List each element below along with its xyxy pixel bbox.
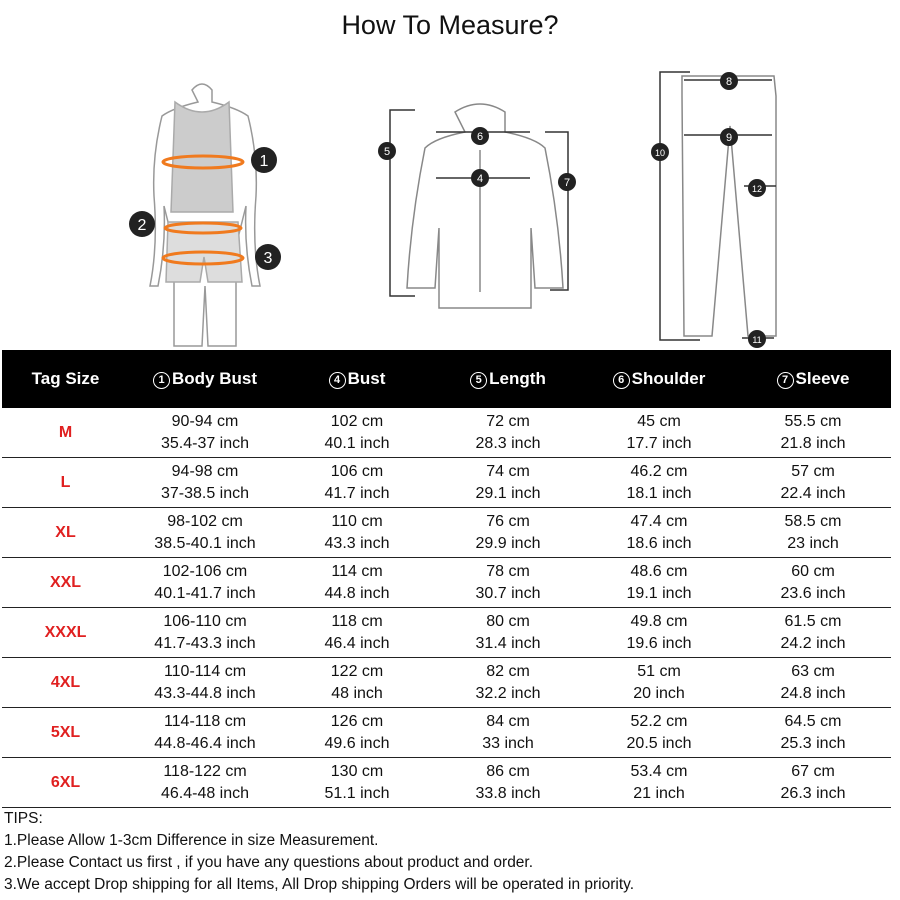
cm-value: 58.5 cm bbox=[784, 512, 842, 530]
table-cell bbox=[433, 511, 583, 555]
table-cell bbox=[281, 411, 433, 455]
inch-value: 21.8 inch bbox=[780, 434, 846, 452]
inch-value: 38.5-40.1 inch bbox=[154, 534, 256, 552]
table-cell bbox=[129, 411, 281, 455]
cm-value: 46.2 cm bbox=[630, 462, 688, 480]
cm-value: 64.5 cm bbox=[784, 712, 842, 730]
table-cell bbox=[433, 761, 583, 805]
page-title: How To Measure? bbox=[341, 10, 559, 40]
inch-value: 46.4 inch bbox=[324, 634, 390, 652]
cm-value: 102-106 cm bbox=[162, 562, 248, 580]
tag-size-cell: XXL bbox=[49, 573, 82, 591]
inch-value: 31.4 inch bbox=[475, 634, 541, 652]
cm-value: 126 cm bbox=[330, 712, 384, 730]
tag-size-cell: 5XL bbox=[50, 723, 81, 741]
table-cell bbox=[433, 711, 583, 755]
cm-value: 57 cm bbox=[791, 462, 835, 480]
cm-value: 114-118 cm bbox=[163, 712, 247, 730]
svg-text:2: 2 bbox=[137, 217, 147, 234]
table-cell bbox=[433, 561, 583, 605]
table-cell bbox=[129, 761, 281, 805]
inch-value: 18.1 inch bbox=[626, 484, 692, 502]
header-sleeve: 7 Sleeve bbox=[735, 369, 891, 389]
tag-size-cell: XXXL bbox=[44, 623, 87, 641]
measurement-illustrations bbox=[0, 62, 900, 352]
inch-value: 43.3 inch bbox=[324, 534, 390, 552]
inch-value: 41.7-43.3 inch bbox=[154, 634, 256, 652]
table-cell bbox=[281, 611, 433, 655]
inch-value: 17.7 inch bbox=[626, 434, 692, 452]
tip-line: 3.We accept Drop shipping for all Items, All Drop shipping Orders will be operated in priority. bbox=[4, 876, 635, 893]
table-row bbox=[2, 708, 891, 758]
tag-size-cell: 4XL bbox=[50, 673, 81, 691]
tip-line: 2.Please Contact us first , if you have any questions about product and order. bbox=[4, 854, 534, 871]
cm-value: 63 cm bbox=[791, 662, 835, 680]
inch-value: 24.2 inch bbox=[780, 634, 846, 652]
inch-value: 29.1 inch bbox=[475, 484, 541, 502]
cm-value: 118 cm bbox=[331, 612, 383, 630]
inch-value: 35.4-37 inch bbox=[160, 434, 250, 452]
cm-value: 122 cm bbox=[330, 662, 384, 680]
table-cell bbox=[129, 561, 281, 605]
cm-value: 82 cm bbox=[486, 662, 530, 680]
table-header bbox=[2, 350, 891, 408]
cm-value: 67 cm bbox=[791, 762, 835, 780]
tips-section bbox=[4, 808, 634, 896]
inch-value: 40.1 inch bbox=[324, 434, 390, 452]
inch-value: 37-38.5 inch bbox=[160, 484, 250, 502]
table-cell bbox=[583, 611, 735, 655]
inch-value: 26.3 inch bbox=[780, 784, 846, 802]
svg-text:1: 1 bbox=[259, 153, 269, 170]
cm-value: 114 cm bbox=[331, 562, 383, 580]
cm-value: 48.6 cm bbox=[630, 562, 688, 580]
table-cell bbox=[735, 511, 891, 555]
svg-text:9: 9 bbox=[725, 132, 733, 144]
cm-value: 53.4 cm bbox=[630, 762, 688, 780]
marker-7 bbox=[558, 173, 576, 191]
inch-value: 25.3 inch bbox=[780, 734, 846, 752]
table-cell bbox=[583, 761, 735, 805]
inch-value: 28.3 inch bbox=[475, 434, 541, 452]
header-body-bust: 1 Body Bust bbox=[129, 369, 281, 389]
header-bust: 4 Bust bbox=[281, 369, 433, 389]
inch-value: 19.1 inch bbox=[626, 584, 692, 602]
header-tag-size: Tag Size bbox=[31, 369, 100, 388]
cm-value: 52.2 cm bbox=[630, 712, 688, 730]
cm-value: 78 cm bbox=[486, 562, 530, 580]
table-cell bbox=[735, 661, 891, 705]
tag-size-cell: L bbox=[60, 473, 71, 491]
inch-value: 20.5 inch bbox=[626, 734, 692, 752]
table-cell bbox=[583, 561, 735, 605]
svg-text:6: 6 bbox=[476, 131, 484, 143]
inch-value: 22.4 inch bbox=[780, 484, 846, 502]
table-row bbox=[2, 758, 891, 808]
cm-value: 102 cm bbox=[330, 412, 384, 430]
svg-text:5: 5 bbox=[383, 146, 391, 158]
cm-value: 61.5 cm bbox=[784, 612, 842, 630]
inch-value: 19.6 inch bbox=[626, 634, 692, 652]
pants-figure bbox=[682, 76, 776, 336]
cm-value: 80 cm bbox=[486, 612, 530, 630]
table-cell bbox=[281, 561, 433, 605]
table-cell bbox=[735, 461, 891, 505]
svg-text:4: 4 bbox=[476, 173, 484, 185]
inch-value: 40.1-41.7 inch bbox=[154, 584, 256, 602]
svg-text:10: 10 bbox=[654, 148, 666, 158]
cm-value: 51 cm bbox=[637, 662, 681, 680]
header-shoulder: 6 Shoulder bbox=[583, 369, 735, 389]
marker-12 bbox=[748, 179, 766, 197]
header-length: 5 Length bbox=[433, 369, 583, 389]
inch-value: 46.4-48 inch bbox=[160, 784, 250, 802]
inch-value: 44.8-46.4 inch bbox=[154, 734, 256, 752]
body-figure bbox=[150, 84, 260, 346]
tag-size-cell: XL bbox=[55, 523, 76, 541]
cm-value: 74 cm bbox=[486, 462, 530, 480]
table-cell bbox=[735, 761, 891, 805]
table-cell bbox=[281, 661, 433, 705]
cm-value: 130 cm bbox=[330, 762, 384, 780]
cm-value: 60 cm bbox=[791, 562, 835, 580]
inch-value: 24.8 inch bbox=[780, 684, 846, 702]
table-row bbox=[2, 608, 891, 658]
cm-value: 106-110 cm bbox=[163, 612, 247, 630]
cm-value: 84 cm bbox=[486, 712, 530, 730]
table-cell bbox=[433, 461, 583, 505]
table-cell bbox=[583, 411, 735, 455]
cm-value: 90-94 cm bbox=[171, 412, 239, 430]
inch-value: 44.8 inch bbox=[324, 584, 390, 602]
table-cell bbox=[281, 511, 433, 555]
table-row bbox=[2, 408, 891, 458]
table-cell bbox=[129, 611, 281, 655]
table-cell bbox=[433, 611, 583, 655]
marker-4 bbox=[471, 169, 489, 187]
cm-value: 106 cm bbox=[330, 462, 384, 480]
cm-value: 47.4 cm bbox=[630, 512, 688, 530]
cm-value: 72 cm bbox=[486, 412, 530, 430]
inch-value: 48 inch bbox=[331, 684, 383, 702]
table-cell bbox=[583, 711, 735, 755]
size-table bbox=[2, 350, 891, 808]
marker-5 bbox=[378, 142, 396, 160]
table-cell bbox=[281, 761, 433, 805]
table-row bbox=[2, 508, 891, 558]
table-cell bbox=[735, 411, 891, 455]
cm-value: 94-98 cm bbox=[171, 462, 239, 480]
table-row bbox=[2, 458, 891, 508]
table-cell bbox=[735, 611, 891, 655]
marker-1 bbox=[251, 147, 277, 173]
svg-text:11: 11 bbox=[752, 335, 762, 345]
table-cell bbox=[129, 711, 281, 755]
table-cell bbox=[129, 461, 281, 505]
inch-value: 41.7 inch bbox=[324, 484, 390, 502]
cm-value: 86 cm bbox=[486, 762, 530, 780]
svg-text:12: 12 bbox=[751, 184, 763, 194]
tag-size-cell: M bbox=[58, 423, 73, 441]
cm-value: 45 cm bbox=[637, 412, 681, 430]
inch-value: 29.9 inch bbox=[475, 534, 541, 552]
marker-11 bbox=[748, 330, 766, 348]
table-cell bbox=[129, 511, 281, 555]
table-cell bbox=[281, 711, 433, 755]
table-cell bbox=[281, 461, 433, 505]
inch-value: 21 inch bbox=[633, 784, 685, 802]
table-row bbox=[2, 658, 891, 708]
inch-value: 49.6 inch bbox=[324, 734, 390, 752]
table-cell bbox=[129, 661, 281, 705]
cm-value: 110 cm bbox=[331, 512, 383, 530]
inch-value: 51.1 inch bbox=[324, 784, 390, 802]
tips-heading: TIPS: bbox=[4, 810, 43, 827]
cm-value: 110-114 cm bbox=[163, 662, 247, 680]
inch-value: 18.6 inch bbox=[626, 534, 692, 552]
marker-2 bbox=[129, 211, 155, 237]
table-cell bbox=[583, 661, 735, 705]
table-cell bbox=[583, 511, 735, 555]
table-cell bbox=[433, 411, 583, 455]
inch-value: 33 inch bbox=[482, 734, 534, 752]
marker-8 bbox=[720, 72, 738, 90]
inch-value: 20 inch bbox=[633, 684, 685, 702]
cm-value: 118-122 cm bbox=[163, 762, 247, 780]
table-cell bbox=[735, 561, 891, 605]
cm-value: 49.8 cm bbox=[630, 612, 688, 630]
marker-9 bbox=[720, 128, 738, 146]
pants-measure-lines bbox=[660, 72, 776, 340]
inch-value: 23 inch bbox=[787, 534, 839, 552]
cm-value: 76 cm bbox=[486, 512, 530, 530]
cm-value: 98-102 cm bbox=[167, 512, 243, 530]
svg-text:7: 7 bbox=[563, 177, 571, 189]
table-cell bbox=[735, 711, 891, 755]
inch-value: 33.8 inch bbox=[475, 784, 541, 802]
inch-value: 23.6 inch bbox=[780, 584, 846, 602]
marker-6 bbox=[471, 127, 489, 145]
marker-3 bbox=[255, 244, 281, 270]
inch-value: 32.2 inch bbox=[475, 684, 541, 702]
svg-text:3: 3 bbox=[263, 250, 273, 267]
inch-value: 43.3-44.8 inch bbox=[154, 684, 256, 702]
table-cell bbox=[433, 661, 583, 705]
inch-value: 30.7 inch bbox=[475, 584, 541, 602]
table-cell bbox=[583, 461, 735, 505]
marker-10 bbox=[651, 143, 669, 161]
tag-size-cell: 6XL bbox=[50, 773, 81, 791]
svg-text:8: 8 bbox=[725, 76, 733, 88]
table-row bbox=[2, 558, 891, 608]
tip-line: 1.Please Allow 1-3cm Difference in size Measurement. bbox=[4, 832, 379, 849]
cm-value: 55.5 cm bbox=[784, 412, 842, 430]
